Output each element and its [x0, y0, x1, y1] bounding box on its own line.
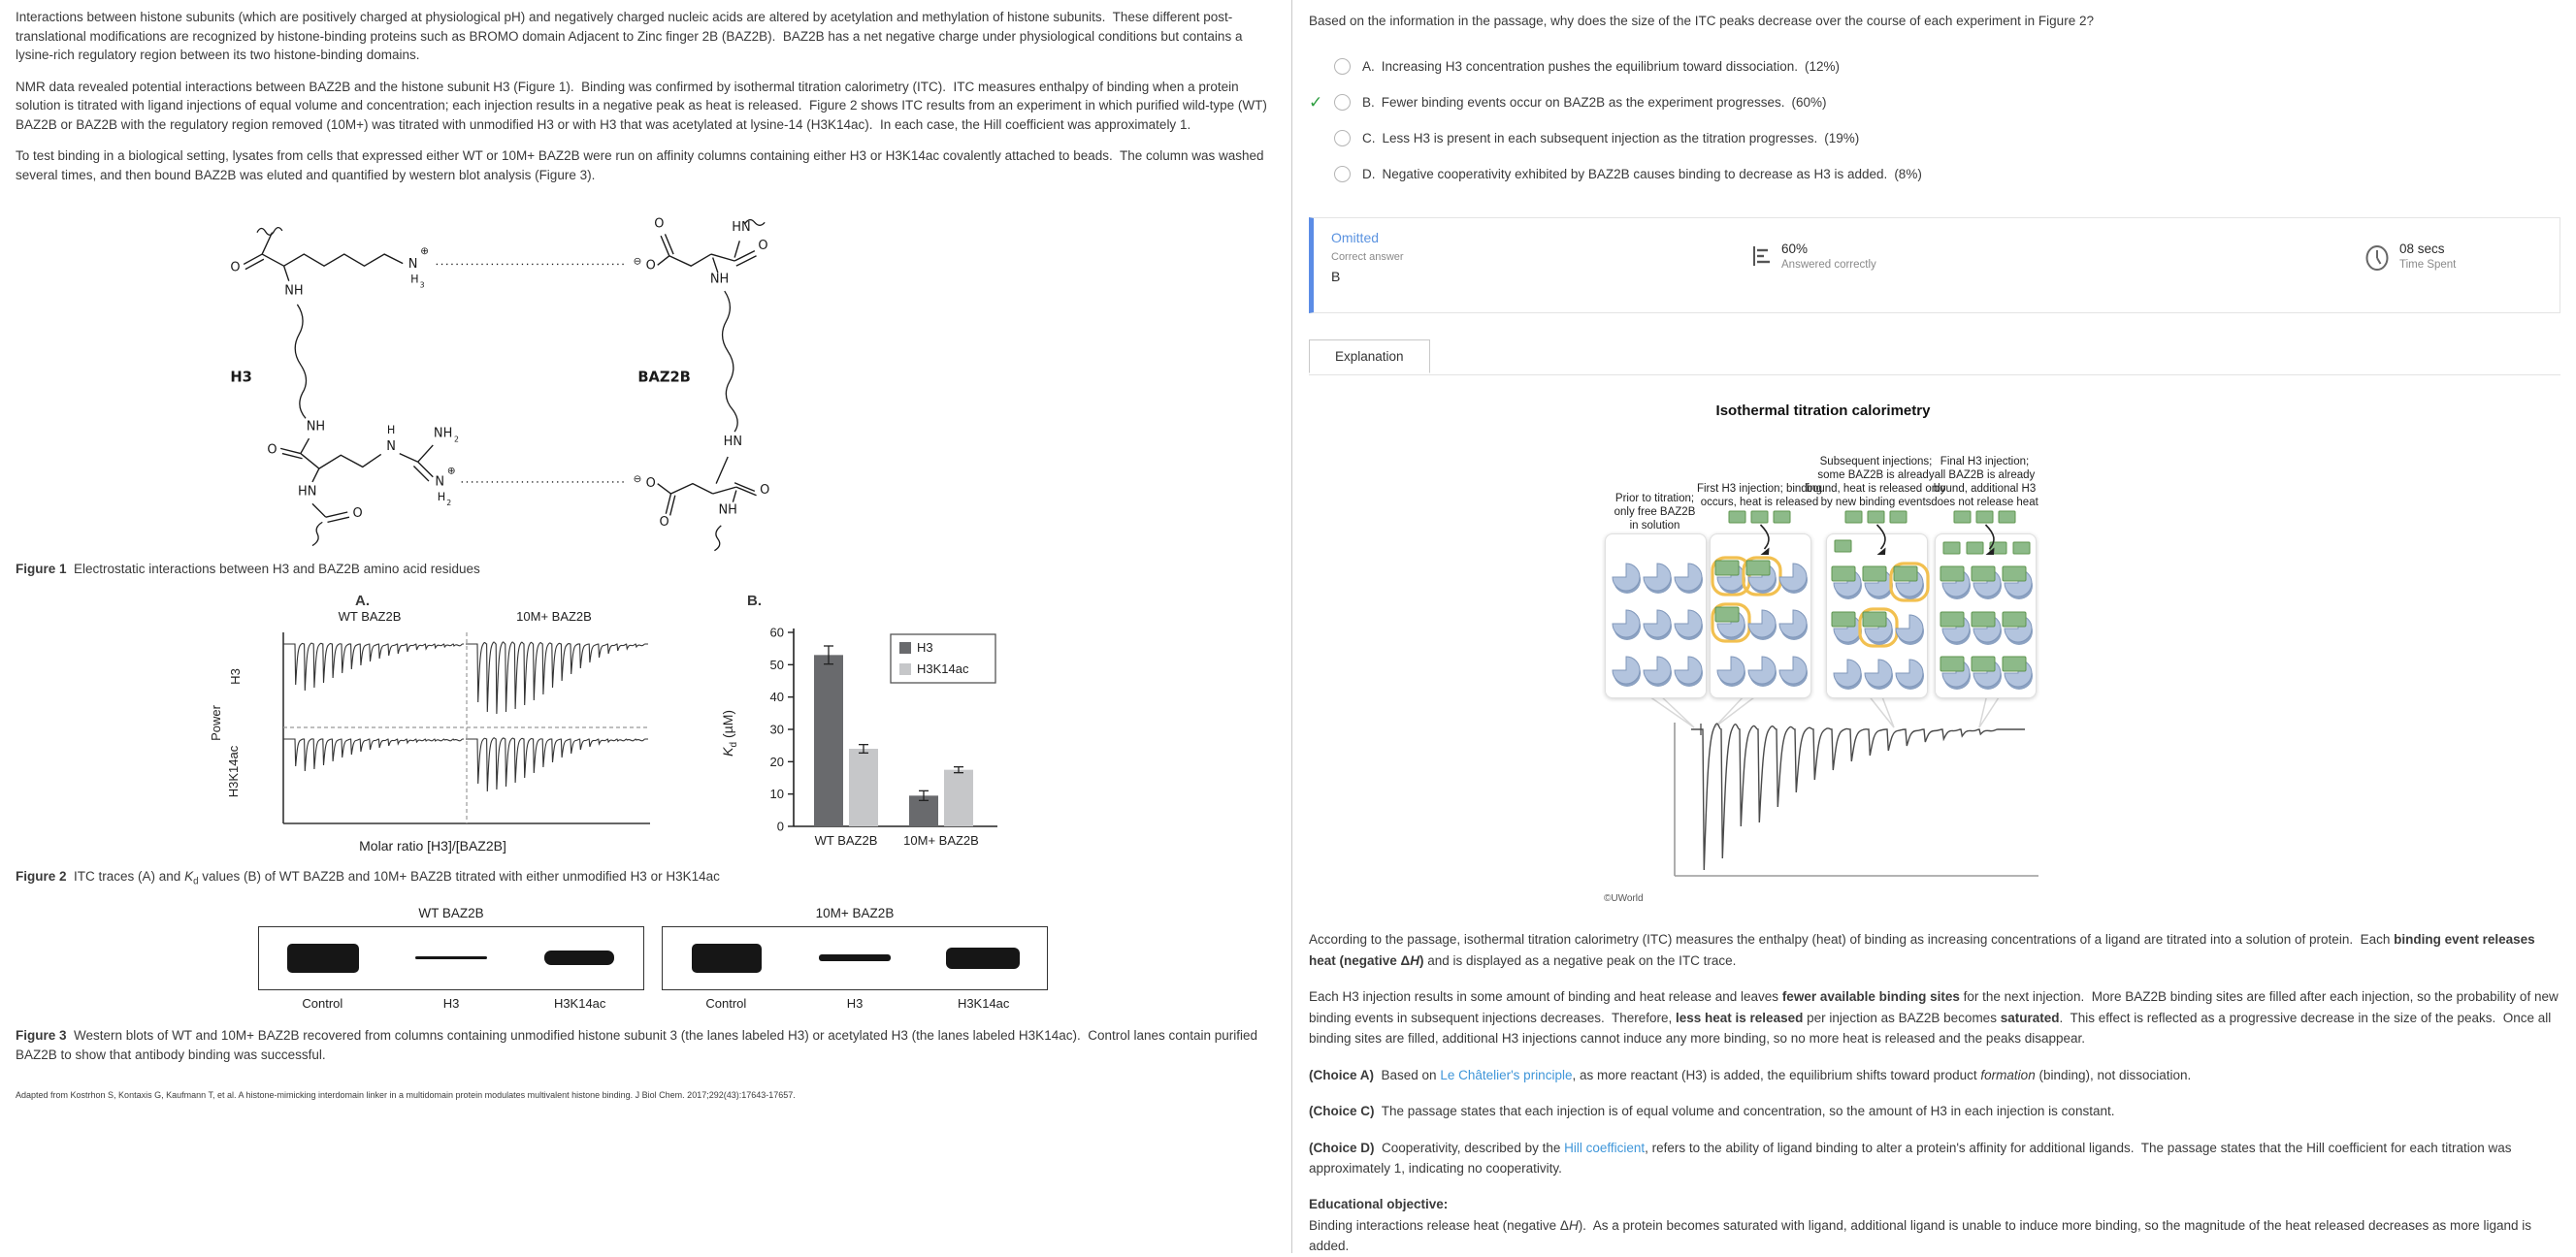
source-citation: Adapted from Kostrhon S, Kontaxis G, Kaufmann T, et al. A histone-mimicking interdomain linker in a multidomain protein modulates multivalent histone binding. J Biol Chem. 2017;292(43):17643-17657.: [16, 1089, 796, 1100]
blot-title-wt: WT BAZ2B: [418, 905, 484, 920]
figure2: [210, 593, 1276, 863]
choice-text: Fewer binding events occur on BAZ2B as the experiment progresses.: [1381, 95, 1785, 110]
copyright-uworld: ©UWorld: [1604, 893, 1644, 904]
fig2a-xlabel: Molar ratio [H3]/[BAZ2B]: [359, 838, 506, 854]
fig2a-traces: [245, 625, 652, 833]
passage-paragraph: NMR data revealed potential interactions between BAZ2B and the histone subunit H3 (Figure 1). Binding was confirmed by isothermal titration calorimetry (ITC). ITC measures enthalpy of binding when a protein solution is titrated with ligand injections of equal volume and concentration; each injection results in a negative peak as heat is released. Figure 2 shows ITC results from an experiment in which purified wild-type (WT) BAZ2B or BAZ2B with the regulatory region removed (10M+) was titrated with unmodified H3 or with H3 that was acetylated at lysine-14 (H3K14ac). In each case, the Hill coefficient was approximately 1.: [16, 79, 1271, 132]
choice-d[interactable]: [1309, 156, 2560, 192]
blot-group-wt: [258, 906, 644, 1011]
svg-text:N: N: [408, 256, 418, 272]
svg-text:HN: HN: [298, 484, 317, 500]
svg-text:10: 10: [769, 787, 784, 802]
svg-text:10M+ BAZ2B: 10M+ BAZ2B: [903, 833, 979, 848]
lane-label: Control: [302, 995, 343, 1011]
choice-letter: C.: [1362, 131, 1376, 145]
correct-checkmark-icon: ✓: [1309, 92, 1323, 113]
blot-group-10m: [662, 906, 1048, 1011]
fig2a-row-label-h3: H3: [227, 668, 243, 685]
fig2a-ylabel-power: Power: [208, 705, 223, 741]
educational-objective-text: Binding interactions release heat (negative ΔH). As a protein becomes saturated with ligand, additional ligand is unable to induce more binding, so the magnitude of the heat released decreases as more ligand is added.: [1309, 1217, 2535, 1253]
svg-text:O: O: [758, 238, 768, 253]
svg-text:O: O: [645, 258, 656, 274]
passage-paragraph: Interactions between histone subunits (which are positively charged at physiological pH) and negatively charged nucleic acids are altered by acetylation and methylation of histone subunits. These different post-translational modifications are recognized by histone-binding proteins such as BROMO domain Adjacent to Zinc finger 2B (BAZ2B). BAZ2B has a net negative charge under physiological conditions but contains a lysine-rich regulatory region between its two histone-binding domains.: [16, 10, 1247, 62]
correct-answer-value: B: [1331, 269, 1341, 284]
fig2a-col-title-10m: 10M+ BAZ2B: [516, 609, 592, 624]
explanation-choice-a: (Choice A) Based on Le Châtelier's principle, as more reactant (H3) is added, the equilibrium shifts toward product formation (binding), not dissociation.: [1309, 1067, 2192, 1082]
lane-label: H3: [442, 995, 460, 1011]
omitted-status: Omitted: [1331, 230, 1380, 245]
choice-percent: (12%): [1805, 59, 1841, 74]
svg-text:O: O: [267, 442, 277, 458]
choice-a[interactable]: [1309, 48, 2560, 84]
tab-row: [1309, 338, 2560, 375]
svg-text:O: O: [352, 506, 363, 522]
diagram-panel-2: [1710, 533, 1811, 698]
fig2b-bar-chart: [745, 615, 1007, 863]
svg-text:30: 30: [769, 722, 784, 737]
svg-text:40: 40: [769, 690, 784, 705]
percent-correct-value: 60%: [1781, 242, 1809, 256]
svg-text:H3: H3: [917, 640, 933, 655]
figure1-caption: Figure 1 Electrostatic interactions between H3 and BAZ2B amino acid residues: [16, 562, 480, 576]
tab-explanation[interactable]: Explanation: [1309, 339, 1430, 373]
explanation-paragraph: According to the passage, isothermal titration calorimetry (ITC) measures the enthalpy (heat) of binding as increasing concentrations of a ligand are titrated into a solution of protein. Each binding event releases heat (negative ΔH) and is displayed as a negative peak on the ITC trace.: [1309, 932, 2539, 968]
choice-list: [1309, 48, 2560, 192]
svg-text:2: 2: [446, 499, 452, 508]
svg-text:WT BAZ2B: WT BAZ2B: [814, 833, 878, 848]
svg-text:O: O: [230, 260, 241, 275]
svg-text:NH: NH: [284, 283, 304, 299]
svg-text:H: H: [437, 490, 446, 503]
svg-text:O: O: [659, 514, 669, 530]
figure2-b-label: B.: [747, 593, 762, 609]
choice-percent: (60%): [1791, 95, 1827, 110]
lane-label: H3: [846, 995, 864, 1011]
figure2-caption: Figure 2 ITC traces (A) and $K_d$ values (B) of WT BAZ2B and 10M+ BAZ2B titrated with either unmodified H3 or H3K14ac: [16, 869, 720, 887]
choice-letter: D.: [1362, 167, 1376, 181]
svg-text:HN: HN: [723, 434, 743, 449]
svg-text:60: 60: [769, 625, 784, 640]
svg-text:O: O: [760, 483, 770, 499]
blot-band: [692, 944, 762, 973]
svg-text:0: 0: [776, 819, 784, 834]
choice-b-radio[interactable]: [1334, 94, 1351, 111]
fig2a-row-label-h3k14ac: H3K14ac: [226, 745, 242, 798]
svg-text:N: N: [435, 474, 445, 490]
svg-text:N: N: [386, 439, 396, 455]
choice-text: Increasing H3 concentration pushes the equilibrium toward dissociation.: [1381, 59, 1799, 74]
svg-text:BAZ2B: BAZ2B: [637, 369, 691, 386]
answer-stats-card: [1309, 217, 2560, 313]
blot-box-10m: [662, 926, 1048, 990]
choice-b[interactable]: [1309, 84, 2560, 120]
fig2b-ylabel: $K_d$ (µM): [720, 709, 739, 757]
clock-icon: [2364, 243, 2392, 277]
svg-text:O: O: [654, 216, 665, 232]
figure3-caption: Figure 3 Western blots of WT and 10M+ BAZ2B recovered from columns containing unmodified histone subunit 3 (the lanes labeled H3) or acetylated H3 (the lanes labeled H3K14ac). Control lanes contain purified BAZ2B to show that antibody binding was successful.: [16, 1027, 1261, 1062]
diagram-title: Isothermal titration calorimetry: [1715, 403, 1931, 419]
explanation-choice-d: (Choice D) Cooperativity, described by the Hill coefficient, refers to the ability of ligand binding to alter a protein's affinity for additional ligands. The passage states that the Hill coefficient for each titration was approximately 1, indicating no cooperativity.: [1309, 1140, 2516, 1176]
explanation-choice-c: (Choice C) The passage states that each injection is of equal volume and concentration, so the amount of H3 in each injection is constant.: [1309, 1104, 2115, 1118]
choice-text: Less H3 is present in each subsequent injection as the titration progresses.: [1382, 131, 1818, 145]
itc-diagram: [1600, 393, 2056, 914]
diagram-panel-4: [1935, 533, 2037, 698]
lane-label: H3K14ac: [957, 995, 1010, 1011]
choice-c-radio[interactable]: [1334, 130, 1351, 146]
passage-paragraph: To test binding in a biological setting, lysates from cells that expressed either WT or 10M+ BAZ2B were run on affinity columns containing either H3 or H3K14ac covalently attached to beads. The column was washed several times, and then bound BAZ2B was eluted and quantified by western blot analysis (Figure 3).: [16, 148, 1268, 182]
time-spent-label: Time Spent: [2399, 259, 2457, 271]
choice-letter: B.: [1362, 95, 1375, 110]
blot-band: [287, 944, 359, 973]
svg-text:⊖: ⊖: [633, 255, 642, 268]
fig2a-col-title-wt: WT BAZ2B: [338, 609, 402, 624]
figure2-panel-b: [720, 593, 1011, 863]
lane-label: Control: [705, 995, 747, 1011]
svg-text:NH: NH: [718, 502, 737, 518]
blot-band: [946, 948, 1020, 969]
choice-a-radio[interactable]: [1334, 58, 1351, 75]
educational-objective-heading: Educational objective:: [1309, 1196, 1449, 1211]
blot-title-10m: 10M+ BAZ2B: [815, 905, 895, 920]
blot-band: [544, 951, 614, 965]
explanation-paragraph: Each H3 injection results in some amount of binding and heat release and leaves fewer available binding sites for the next injection. More BAZ2B binding sites are filled after each injection, so the probability of new binding events in subsequent injections decreases. Therefore, less heat is released per injection as BAZ2B becomes saturated. This effect is reflected as a progressive decrease in the size of the peaks. Once all binding sites are filled, additional H3 injections cannot induce any more binding, so no more heat is released and the peaks disappear.: [1309, 989, 2562, 1046]
time-spent-value: 08 secs: [2399, 242, 2445, 256]
itc-trace-curve: [1691, 724, 2025, 870]
question-panel: [1293, 0, 2576, 1253]
choice-percent: (19%): [1824, 131, 1860, 145]
blot-band: [415, 956, 487, 960]
figure2-panel-a: [210, 593, 666, 863]
svg-text:H: H: [386, 423, 396, 436]
svg-text:O: O: [645, 476, 656, 492]
figure1-svg: [161, 206, 782, 549]
figure1-structure: [161, 206, 1276, 554]
svg-text:⊕: ⊕: [420, 245, 429, 258]
correct-answer-label: Correct answer: [1331, 251, 1404, 263]
svg-text:NH: NH: [306, 419, 326, 435]
blot-band: [819, 954, 891, 961]
svg-text:⊕: ⊕: [446, 465, 456, 477]
choice-d-radio[interactable]: [1334, 166, 1351, 182]
diagram-label-2: First H3 injection; binding occurs, heat is released: [1696, 483, 1823, 508]
lane-label: H3K14ac: [553, 995, 606, 1011]
svg-text:3: 3: [419, 280, 425, 290]
svg-text:2: 2: [453, 435, 459, 444]
svg-text:50: 50: [769, 657, 784, 672]
svg-text:H3K14ac: H3K14ac: [917, 661, 969, 676]
svg-text:HN: HN: [732, 219, 751, 235]
diagram-label-3: Subsequent injections; some BAZ2B is already bound, heat is released only by new binding events: [1806, 456, 1946, 508]
svg-text:⊖: ⊖: [633, 472, 642, 485]
diagram-label-4: Final H3 injection; all BAZ2B is already bound, additional H3 does not release heat: [1931, 456, 2038, 508]
passage-panel: [0, 0, 1292, 1253]
blot-box-wt: [258, 926, 644, 990]
bar-chart-icon: [1750, 243, 1774, 274]
choice-percent: (8%): [1894, 167, 1922, 181]
figure3: [258, 906, 1276, 1011]
percent-correct-label: Answered correctly: [1781, 259, 1876, 271]
diagram-panel-1: [1605, 533, 1707, 698]
diagram-label-1: Prior to titration; only free BAZ2B in solution: [1614, 493, 1696, 532]
svg-text:H: H: [410, 273, 419, 286]
choice-letter: A.: [1362, 59, 1375, 74]
svg-text:NH: NH: [709, 272, 730, 287]
diagram-panel-3: [1826, 533, 1928, 698]
figure2-a-label: A.: [355, 593, 370, 609]
question-stem: Based on the information in the passage, why does the size of the ITC peaks decrease over the course of each experiment in Figure 2?: [1309, 14, 2094, 28]
svg-text:20: 20: [769, 754, 784, 769]
choice-c[interactable]: [1309, 120, 2560, 156]
choice-text: Negative cooperativity exhibited by BAZ2B causes binding to decrease as H3 is added.: [1382, 167, 1888, 181]
svg-text:H3: H3: [230, 369, 252, 386]
svg-text:NH: NH: [433, 426, 453, 441]
